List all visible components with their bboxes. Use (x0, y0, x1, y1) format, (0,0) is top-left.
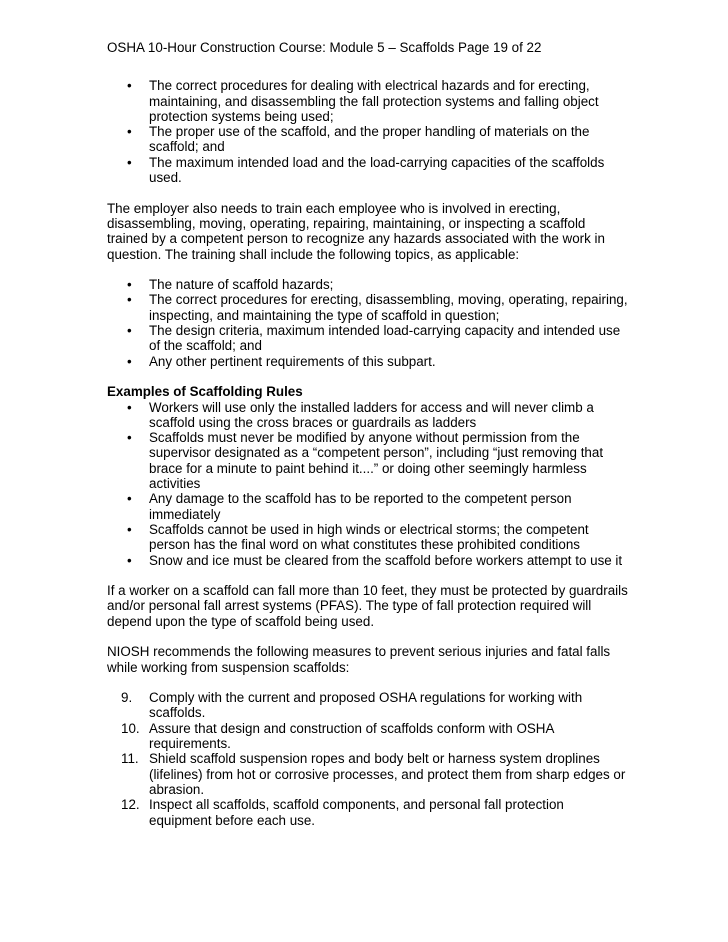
list-item (107, 155, 629, 186)
numbered-item-text: Assure that design and construction of scaffolds conform with OSHA requirements. (149, 720, 554, 752)
numbered-item (107, 690, 629, 721)
list-item-text: The maximum intended load and the load-carrying capacities of the scaffolds used. (149, 154, 605, 186)
list-item-text: The correct procedures for erecting, disassembling, moving, operating, repairing, inspecting, and maintaining the type of scaffold in question; (149, 292, 628, 323)
list-item-text: Snow and ice must be cleared from the scaffold before workers attempt to use it (149, 552, 623, 568)
fall-protection-paragraph: If a worker on a scaffold can fall more than 10 feet, they must be protected by guardrails and/or personal fall arrest systems (PFAS). The type of fall protection required will depend upon the type of scaffold being used. (107, 583, 628, 629)
examples-heading: Examples of Scaffolding Rules (107, 384, 303, 400)
item-number: 11. (121, 751, 139, 767)
list-item-text: Workers will use only the installed ladders for access and will never climb a scaffold using the cross braces or guardrails as ladders (149, 399, 594, 430)
niosh-recommendations-list (107, 690, 629, 828)
bullet-icon: • (127, 430, 132, 446)
numbered-item (107, 751, 629, 797)
training-paragraph: The employer also needs to train each employee who is involved in erecting, disassembling, moving, operating, repairing, maintaining, or inspecting a scaffold trained by a competent person to recognize any hazards associated with the work in question. The training shall include the following topics, as applicable: (107, 200, 605, 262)
item-number: 12. (121, 797, 140, 813)
list-item-text: Any damage to the scaffold has to be reported to the competent person immediately (149, 491, 572, 522)
numbered-item-text: Shield scaffold suspension ropes and body belt or harness system droplines (lifelines) from hot or corrosive processes, and protect them from sharp edges or abrasion. (149, 751, 626, 797)
bullet-icon: • (127, 323, 132, 339)
list-item (107, 522, 629, 553)
list-item (107, 354, 629, 369)
list-item-text: The design criteria, maximum intended load-carrying capacity and intended use of the scaffold; and (149, 323, 621, 354)
scaffolding-rules-list (107, 400, 629, 568)
bullet-icon: • (127, 154, 132, 170)
page-header: OSHA 10-Hour Construction Course: Module 5 – Scaffolds Page 19 of 22 (107, 40, 542, 55)
bullet-icon: • (127, 552, 132, 568)
list-item (107, 553, 629, 568)
list-item (107, 277, 629, 292)
document-page (107, 40, 629, 828)
list-item-text: The correct procedures for dealing with electrical hazards and for erecting, maintaining, and disassembling the fall protection systems and falling object protection systems being used; (149, 78, 599, 124)
item-number: 10. (121, 720, 140, 736)
bullet-icon: • (127, 491, 132, 507)
bullet-icon: • (127, 521, 132, 537)
niosh-paragraph: NIOSH recommends the following measures to prevent serious injuries and fatal falls while working from suspension scaffolds: (107, 644, 611, 675)
list-item-text: The proper use of the scaffold, and the proper handling of materials on the scaffold; and (149, 124, 590, 155)
list-item (107, 292, 629, 323)
numbered-item (107, 797, 629, 828)
list-item (107, 78, 629, 124)
bullet-icon: • (127, 399, 132, 415)
list-item-text: Scaffolds must never be modified by anyone without permission from the supervisor designated as a “competent person”, including “just removing that brace for a minute to paint behind it....” or doing other seemingly harmless activities (149, 430, 604, 492)
list-item (107, 323, 629, 354)
item-number: 9. (121, 690, 133, 706)
training-topics-list (107, 277, 629, 369)
list-item (107, 124, 629, 155)
list-item (107, 491, 629, 522)
bullet-icon: • (127, 124, 132, 140)
list-item (107, 430, 629, 491)
numbered-item (107, 721, 629, 752)
electrical-training-list (107, 78, 629, 185)
list-item-text: Any other pertinent requirements of this subpart. (149, 353, 436, 369)
bullet-icon: • (127, 277, 132, 293)
bullet-icon: • (127, 292, 132, 308)
list-item-text: The nature of scaffold hazards; (149, 277, 334, 293)
numbered-item-text: Comply with the current and proposed OSHA regulations for working with scaffolds. (149, 690, 583, 721)
numbered-item-text: Inspect all scaffolds, scaffold components, and personal fall protection equipment before each use. (149, 797, 564, 828)
list-item (107, 400, 629, 431)
bullet-icon: • (127, 353, 132, 369)
bullet-icon: • (127, 78, 132, 94)
list-item-text: Scaffolds cannot be used in high winds or electrical storms; the competent person has the final word on what constitutes these prohibited conditions (149, 521, 589, 553)
